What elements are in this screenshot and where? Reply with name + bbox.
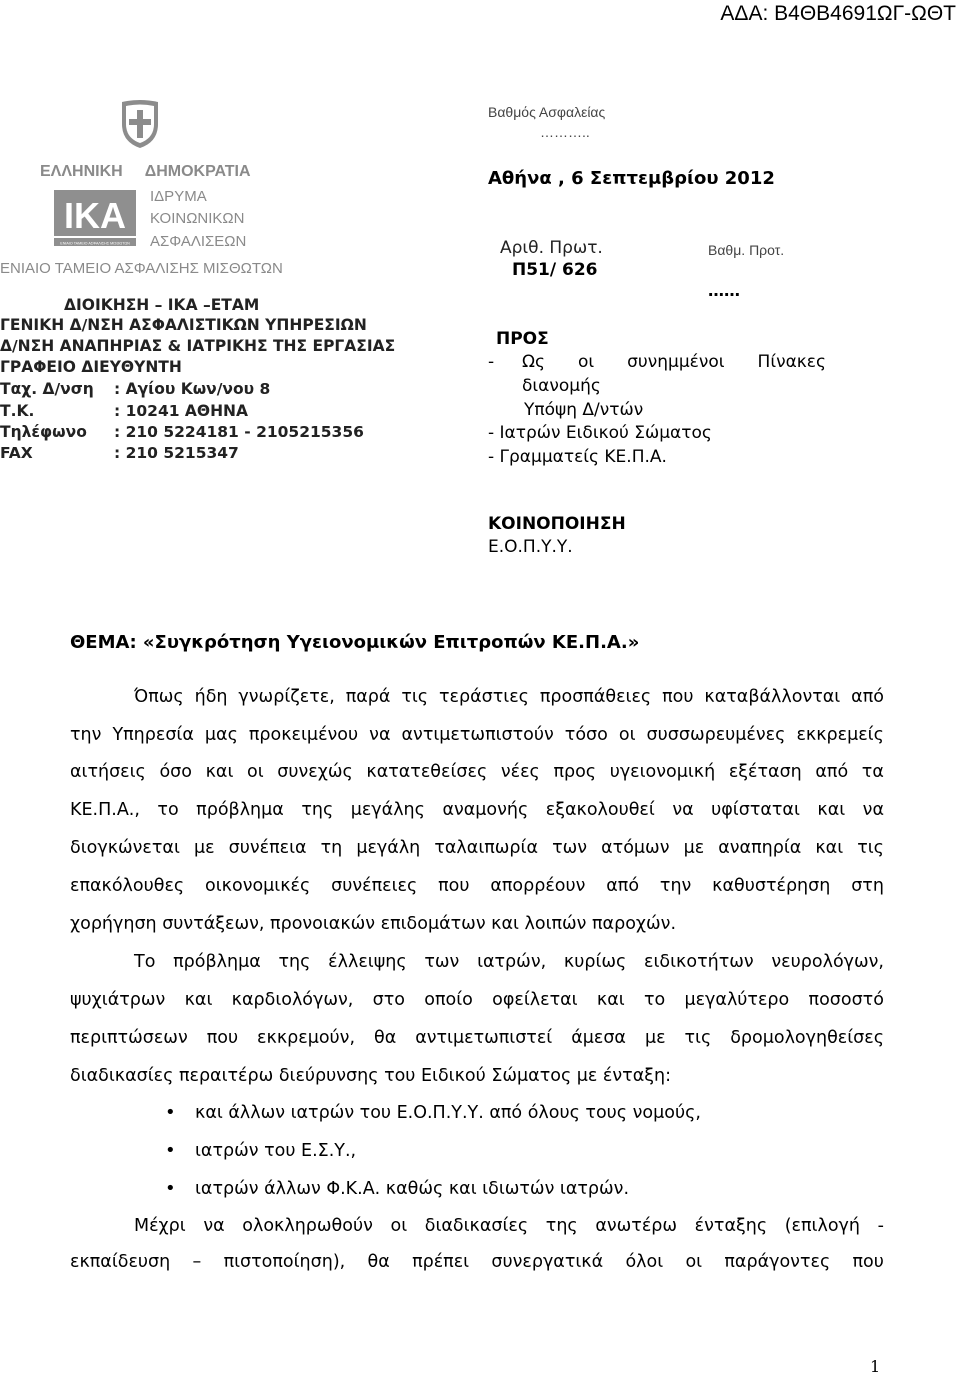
word: οφείλεται: [492, 990, 578, 1010]
word: Μέχρι: [134, 1216, 186, 1236]
word: μεγάλης: [350, 800, 425, 820]
word: προκειμένου: [248, 725, 359, 745]
word: ανωτέρω: [595, 1216, 678, 1236]
word: συνέπεια: [228, 838, 307, 858]
word: στη: [851, 876, 884, 896]
word: κυρίως: [563, 952, 627, 972]
protocol-label: Αριθ. Πρωτ.: [500, 238, 603, 258]
word: τις: [684, 1028, 712, 1048]
word: οποίο: [424, 990, 473, 1010]
word: με: [193, 838, 215, 858]
cc-heading: ΚΟΙΝΟΠΟΙΗΣΗ: [488, 514, 626, 534]
word: από: [815, 762, 849, 782]
priority-value: ……: [708, 281, 740, 300]
word: –: [192, 1252, 202, 1272]
word: και: [205, 762, 234, 782]
word: περιπτώσεων: [70, 1028, 188, 1048]
word: το: [157, 800, 179, 820]
word: εξακολουθεί: [545, 800, 655, 820]
country-name: ΕΛΛΗΝΙΚΗ ΔΗΜΟΚΡΑΤΙΑ: [40, 163, 251, 180]
word: πρέπει: [412, 1252, 470, 1272]
word: μας: [204, 725, 238, 745]
word: προσπάθειες: [539, 687, 652, 707]
word: αναπηρία: [718, 838, 802, 858]
word: εξέταση: [728, 762, 802, 782]
bullet-item-2: • ιατρών του Ε.Σ.Υ.,: [165, 1140, 357, 1161]
body-p2-line-2: [70, 990, 884, 1010]
word: -: [877, 1216, 884, 1236]
body-p2-line-1: [134, 952, 884, 972]
ika-logo-text: ΙΚΑ: [64, 195, 126, 236]
word: τα: [861, 762, 884, 782]
word: τεράστιες: [439, 687, 529, 707]
sender-postal: Τ.Κ. : 10241 ΑΘΗΝΑ: [0, 402, 249, 420]
word: να: [672, 800, 694, 820]
word: ποσοστό: [808, 990, 884, 1010]
word: πρόβλημα: [196, 800, 284, 820]
word: Όπως: [134, 687, 184, 707]
word: παρά: [345, 687, 391, 707]
word: (επιλογή: [784, 1216, 860, 1236]
word: να: [862, 800, 884, 820]
word: να: [369, 725, 391, 745]
priority-label: Βαθμ. Προτ.: [708, 242, 785, 258]
bullet-icon: •: [165, 1178, 176, 1199]
recipient-item-2: - Ιατρών Ειδικού Σώματος: [488, 423, 712, 443]
word: ολοκληρωθούν: [242, 1216, 373, 1236]
word: που: [206, 1028, 239, 1048]
word: των: [424, 952, 460, 972]
word: έλλειψης: [328, 952, 407, 972]
word: με: [683, 838, 705, 858]
word: Ως: [522, 352, 545, 372]
body-p1-line-6: [70, 876, 884, 896]
word: από: [851, 687, 884, 707]
word: ατόμων: [601, 838, 670, 858]
word: πιστοποίηση),: [223, 1252, 346, 1272]
sender-line-3: Δ/ΝΣΗ ΑΝΑΠΗΡΙΑΣ & ΙΑΤΡΙΚΗΣ ΤΗΣ ΕΡΓΑΣΙΑΣ: [0, 337, 396, 355]
word: τόσο: [564, 725, 608, 745]
word: επακόλουθες: [70, 876, 185, 896]
word: ΚΕ.Π.Α.,: [70, 800, 140, 820]
word: αντιμετωπιστούν: [401, 725, 554, 745]
body-p1-line-3: [70, 762, 884, 782]
word: συσσωρευμένες: [646, 725, 786, 745]
word: θα: [373, 1028, 397, 1048]
body-p3-line-2: [70, 1252, 884, 1272]
word: πρόβλημα: [173, 952, 261, 972]
body-p2-line-4: διαδικασίες περαιτέρω διεύρυνσης του Ειδικού Σώματος με ένταξη:: [70, 1066, 671, 1086]
word: από: [606, 876, 640, 896]
recipient-item-1: - Ως οι συνημμένοι Πίνακες: [488, 352, 826, 372]
sender-line-1: ΔΙΟΙΚΗΣΗ – ΙΚΑ –ΕΤΑΜ: [64, 296, 260, 314]
word: εκκρεμούν,: [257, 1028, 356, 1048]
ika-logo: [54, 190, 136, 246]
word: οι: [618, 725, 636, 745]
word: και: [596, 990, 625, 1010]
word: αναμονής: [442, 800, 529, 820]
word: προς: [553, 762, 597, 782]
word: ψυχιάτρων: [70, 990, 166, 1010]
word: μεγαλύτερο: [684, 990, 790, 1010]
word: καταβάλλονται: [704, 687, 841, 707]
word: την: [659, 876, 692, 896]
word: την: [70, 725, 102, 745]
word: Υπηρεσία: [112, 725, 194, 745]
word: με: [644, 1028, 666, 1048]
fund-name: ΕΝΙΑΙΟ ΤΑΜΕΙΟ ΑΣΦΑΛΙΣΗΣ ΜΙΣΘΩΤΩΝ: [0, 260, 283, 277]
attention-line: Υπόψη Δ/ντών: [524, 400, 644, 420]
word: που: [438, 876, 470, 896]
body-p3-line-1: [134, 1216, 884, 1236]
word: μεγάλη: [356, 838, 421, 858]
bullet-icon: •: [165, 1140, 176, 1161]
ika-logo-subtitle: ΕΝΙΑΙΟ ΤΑΜΕΙΟ ΑΣΦΑΛΙΣΗΣ ΜΙΣΘΩΤΩΝ: [60, 241, 130, 246]
word: Το: [134, 952, 156, 972]
bullet-icon: •: [165, 1102, 176, 1123]
word: και: [184, 990, 213, 1010]
word: της: [278, 952, 311, 972]
word: απορρέουν: [490, 876, 586, 896]
word: αντιμετωπιστεί: [415, 1028, 553, 1048]
greek-coat-of-arms-icon: [118, 100, 162, 150]
sender-address: Ταχ. Δ/νση : Αγίου Κων/νου 8: [0, 380, 271, 398]
recipient-item-1-cont: διανομής: [522, 376, 601, 396]
security-label: Βαθμός Ασφαλείας: [488, 104, 606, 120]
word: στο: [372, 990, 405, 1010]
bullet-item-3: • ιατρών άλλων Φ.Κ.Α. καθώς και ιδιωτών ιατρών.: [165, 1178, 630, 1199]
word: ήδη: [194, 687, 228, 707]
word: δρομολογηθείσες: [730, 1028, 884, 1048]
word: συνεργατικά: [491, 1252, 604, 1272]
word: να: [203, 1216, 225, 1236]
word: οι: [390, 1216, 408, 1236]
word: όλοι: [625, 1252, 664, 1272]
word: όσο: [159, 762, 192, 782]
word: καρδιολόγων,: [231, 990, 354, 1010]
word: υφίσταται: [711, 800, 800, 820]
word: υγειονομική: [609, 762, 716, 782]
word: ένταξης: [694, 1216, 768, 1236]
word: ειδικοτήτων: [644, 952, 754, 972]
word: οι: [577, 352, 595, 372]
org-line-1: ΙΔΡΥΜΑ: [150, 188, 207, 205]
word: ιατρών,: [477, 952, 547, 972]
page-number: 1: [870, 1357, 881, 1376]
word: παράγοντες: [724, 1252, 831, 1272]
protocol-number: Π51/ 626: [512, 260, 598, 280]
word: της: [301, 800, 334, 820]
word: ταλαιπωρία: [434, 838, 539, 858]
recipient-item-3: - Γραμματείς ΚΕ.Π.Α.: [488, 447, 667, 467]
word: καθυστέρηση: [712, 876, 831, 896]
body-p1-line-7: χορήγηση συντάξεων, προνοιακών επιδομάτων και λοιπών παροχών.: [70, 914, 677, 934]
word: διογκώνεται: [70, 838, 180, 858]
word: οι: [685, 1252, 703, 1272]
word: κατατεθείσες: [366, 762, 488, 782]
word: νέες: [500, 762, 540, 782]
word: διαδικασίες: [424, 1216, 529, 1236]
sender-phone: Τηλέφωνο : 210 5224181 - 2105215356: [0, 423, 364, 441]
word: αιτήσεις: [70, 762, 146, 782]
word: νευρολόγων,: [771, 952, 884, 972]
word: και: [817, 800, 846, 820]
body-p1-line-2: [70, 725, 884, 745]
document-date: Αθήνα , 6 Σεπτεμβρίου 2012: [488, 168, 775, 189]
word: εκκρεμείς: [796, 725, 884, 745]
word: τις: [401, 687, 429, 707]
body-p1-line-1: [134, 687, 884, 707]
sender-line-2: ΓΕΝΙΚΗ Δ/ΝΣΗ ΑΣΦΑΛΙΣΤΙΚΩΝ ΥΠΗΡΕΣΙΩΝ: [0, 316, 367, 334]
word: της: [545, 1216, 578, 1236]
word: θα: [367, 1252, 390, 1272]
word: άμεσα: [571, 1028, 626, 1048]
word: εκπαίδευση: [70, 1252, 171, 1272]
ada-code: ΑΔΑ: Β4ΘΒ4691ΩΓ-ΩΘΤ: [720, 2, 956, 25]
word: που: [662, 687, 694, 707]
body-p1-line-4: [70, 800, 884, 820]
word: που: [852, 1252, 884, 1272]
body-p1-line-5: [70, 838, 884, 858]
word: των: [552, 838, 588, 858]
cc-item: Ε.Ο.Π.Υ.Υ.: [488, 537, 573, 557]
bullet-item-1: • και άλλων ιατρών του Ε.Ο.Π.Υ.Υ. από όλους τους νομούς,: [165, 1102, 701, 1123]
body-p2-line-3: [70, 1028, 884, 1048]
word: γνωρίζετε,: [238, 687, 335, 707]
word: συνημμένοι: [627, 352, 725, 372]
word: οικονομικές: [205, 876, 311, 896]
word: τις: [857, 838, 884, 858]
sender-line-4: ΓΡΑΦΕΙΟ ΔΙΕΥΘΥΝΤΗ: [0, 358, 182, 376]
word: συνεχώς: [277, 762, 353, 782]
subject-line: ΘΕΜΑ: «Συγκρότηση Υγειονομικών Επιτροπών ΚΕ.Π.Α.»: [70, 632, 640, 653]
word: Πίνακες: [757, 352, 826, 372]
word: συνέπειες: [331, 876, 418, 896]
word: το: [643, 990, 666, 1010]
security-value: ………..: [540, 124, 590, 140]
sender-fax: FAX : 210 5215347: [0, 444, 239, 462]
word: οι: [247, 762, 264, 782]
word: και: [815, 838, 844, 858]
recipients-heading: ΠΡΟΣ: [496, 329, 549, 349]
word: τη: [320, 838, 343, 858]
org-line-3: ΑΣΦΑΛΙΣΕΩΝ: [150, 233, 247, 250]
org-line-2: ΚΟΙΝΩΝΙΚΩΝ: [150, 210, 245, 227]
